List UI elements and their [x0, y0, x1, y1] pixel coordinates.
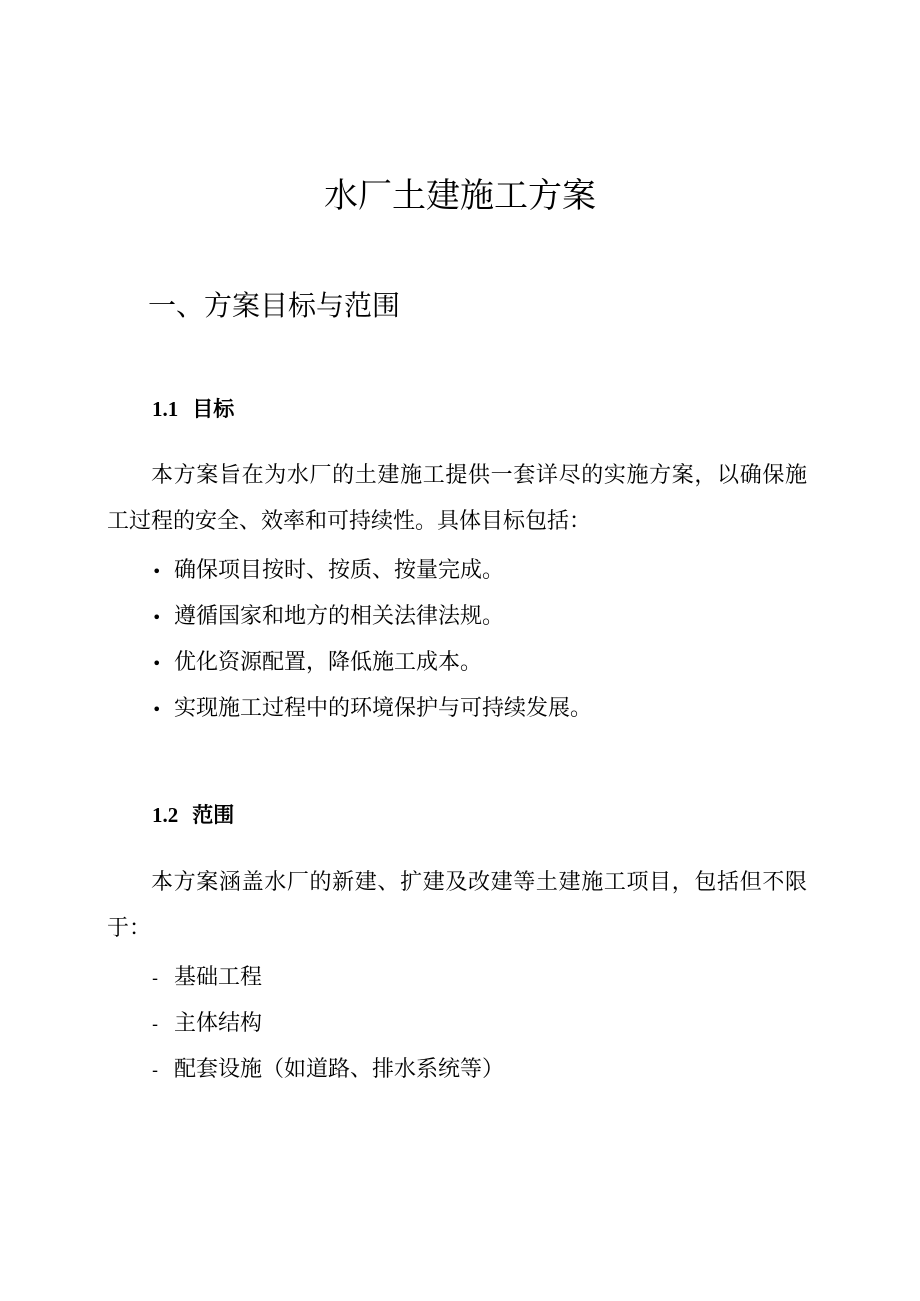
subsection-heading-scope [152, 800, 234, 830]
list-item-text: 主体结构 [174, 1011, 263, 1036]
subsection-number: 1.1 [152, 397, 179, 421]
dash-icon: - [152, 968, 159, 989]
list-item-text: 优化资源配置，降低施工成本。 [174, 650, 483, 675]
list-item [152, 686, 592, 732]
list-item [152, 1001, 504, 1047]
goals-paragraph: 本方案旨在为水厂的土建施工提供一套详尽的实施方案，以确保施工过程的安全、效率和可持续性。具体目标包括： [107, 463, 807, 534]
goals-list [152, 548, 592, 732]
list-item [152, 955, 504, 1001]
subsection-title: 范围 [192, 802, 235, 827]
subsection-number: 1.2 [152, 803, 179, 827]
list-item-text: 配套设施（如道路、排水系统等） [174, 1057, 505, 1082]
list-item-text: 遵循国家和地方的相关法律法规。 [174, 604, 505, 629]
scope-paragraph: 本方案涵盖水厂的新建、扩建及改建等土建施工项目，包括但不限于： [107, 870, 807, 941]
list-item [152, 548, 592, 594]
section-heading-goals-scope: 一、方案目标与范围 [148, 289, 401, 322]
bullet-icon: • [152, 608, 162, 627]
bullet-icon: • [152, 700, 162, 719]
dash-icon: - [152, 1014, 159, 1035]
subsection-heading-goals [152, 394, 234, 424]
list-item [152, 640, 592, 686]
scope-list [152, 955, 504, 1093]
document-title: 水厂土建施工方案 [324, 176, 596, 216]
list-item-text: 实现施工过程中的环境保护与可持续发展。 [174, 696, 593, 721]
list-item-text: 确保项目按时、按质、按量完成。 [174, 558, 505, 583]
bullet-icon: • [152, 654, 162, 673]
bullet-icon: • [152, 562, 162, 581]
list-item [152, 1047, 504, 1093]
subsection-title: 目标 [192, 396, 235, 421]
list-item [152, 594, 592, 640]
list-item-text: 基础工程 [174, 965, 263, 990]
dash-icon: - [152, 1060, 159, 1081]
